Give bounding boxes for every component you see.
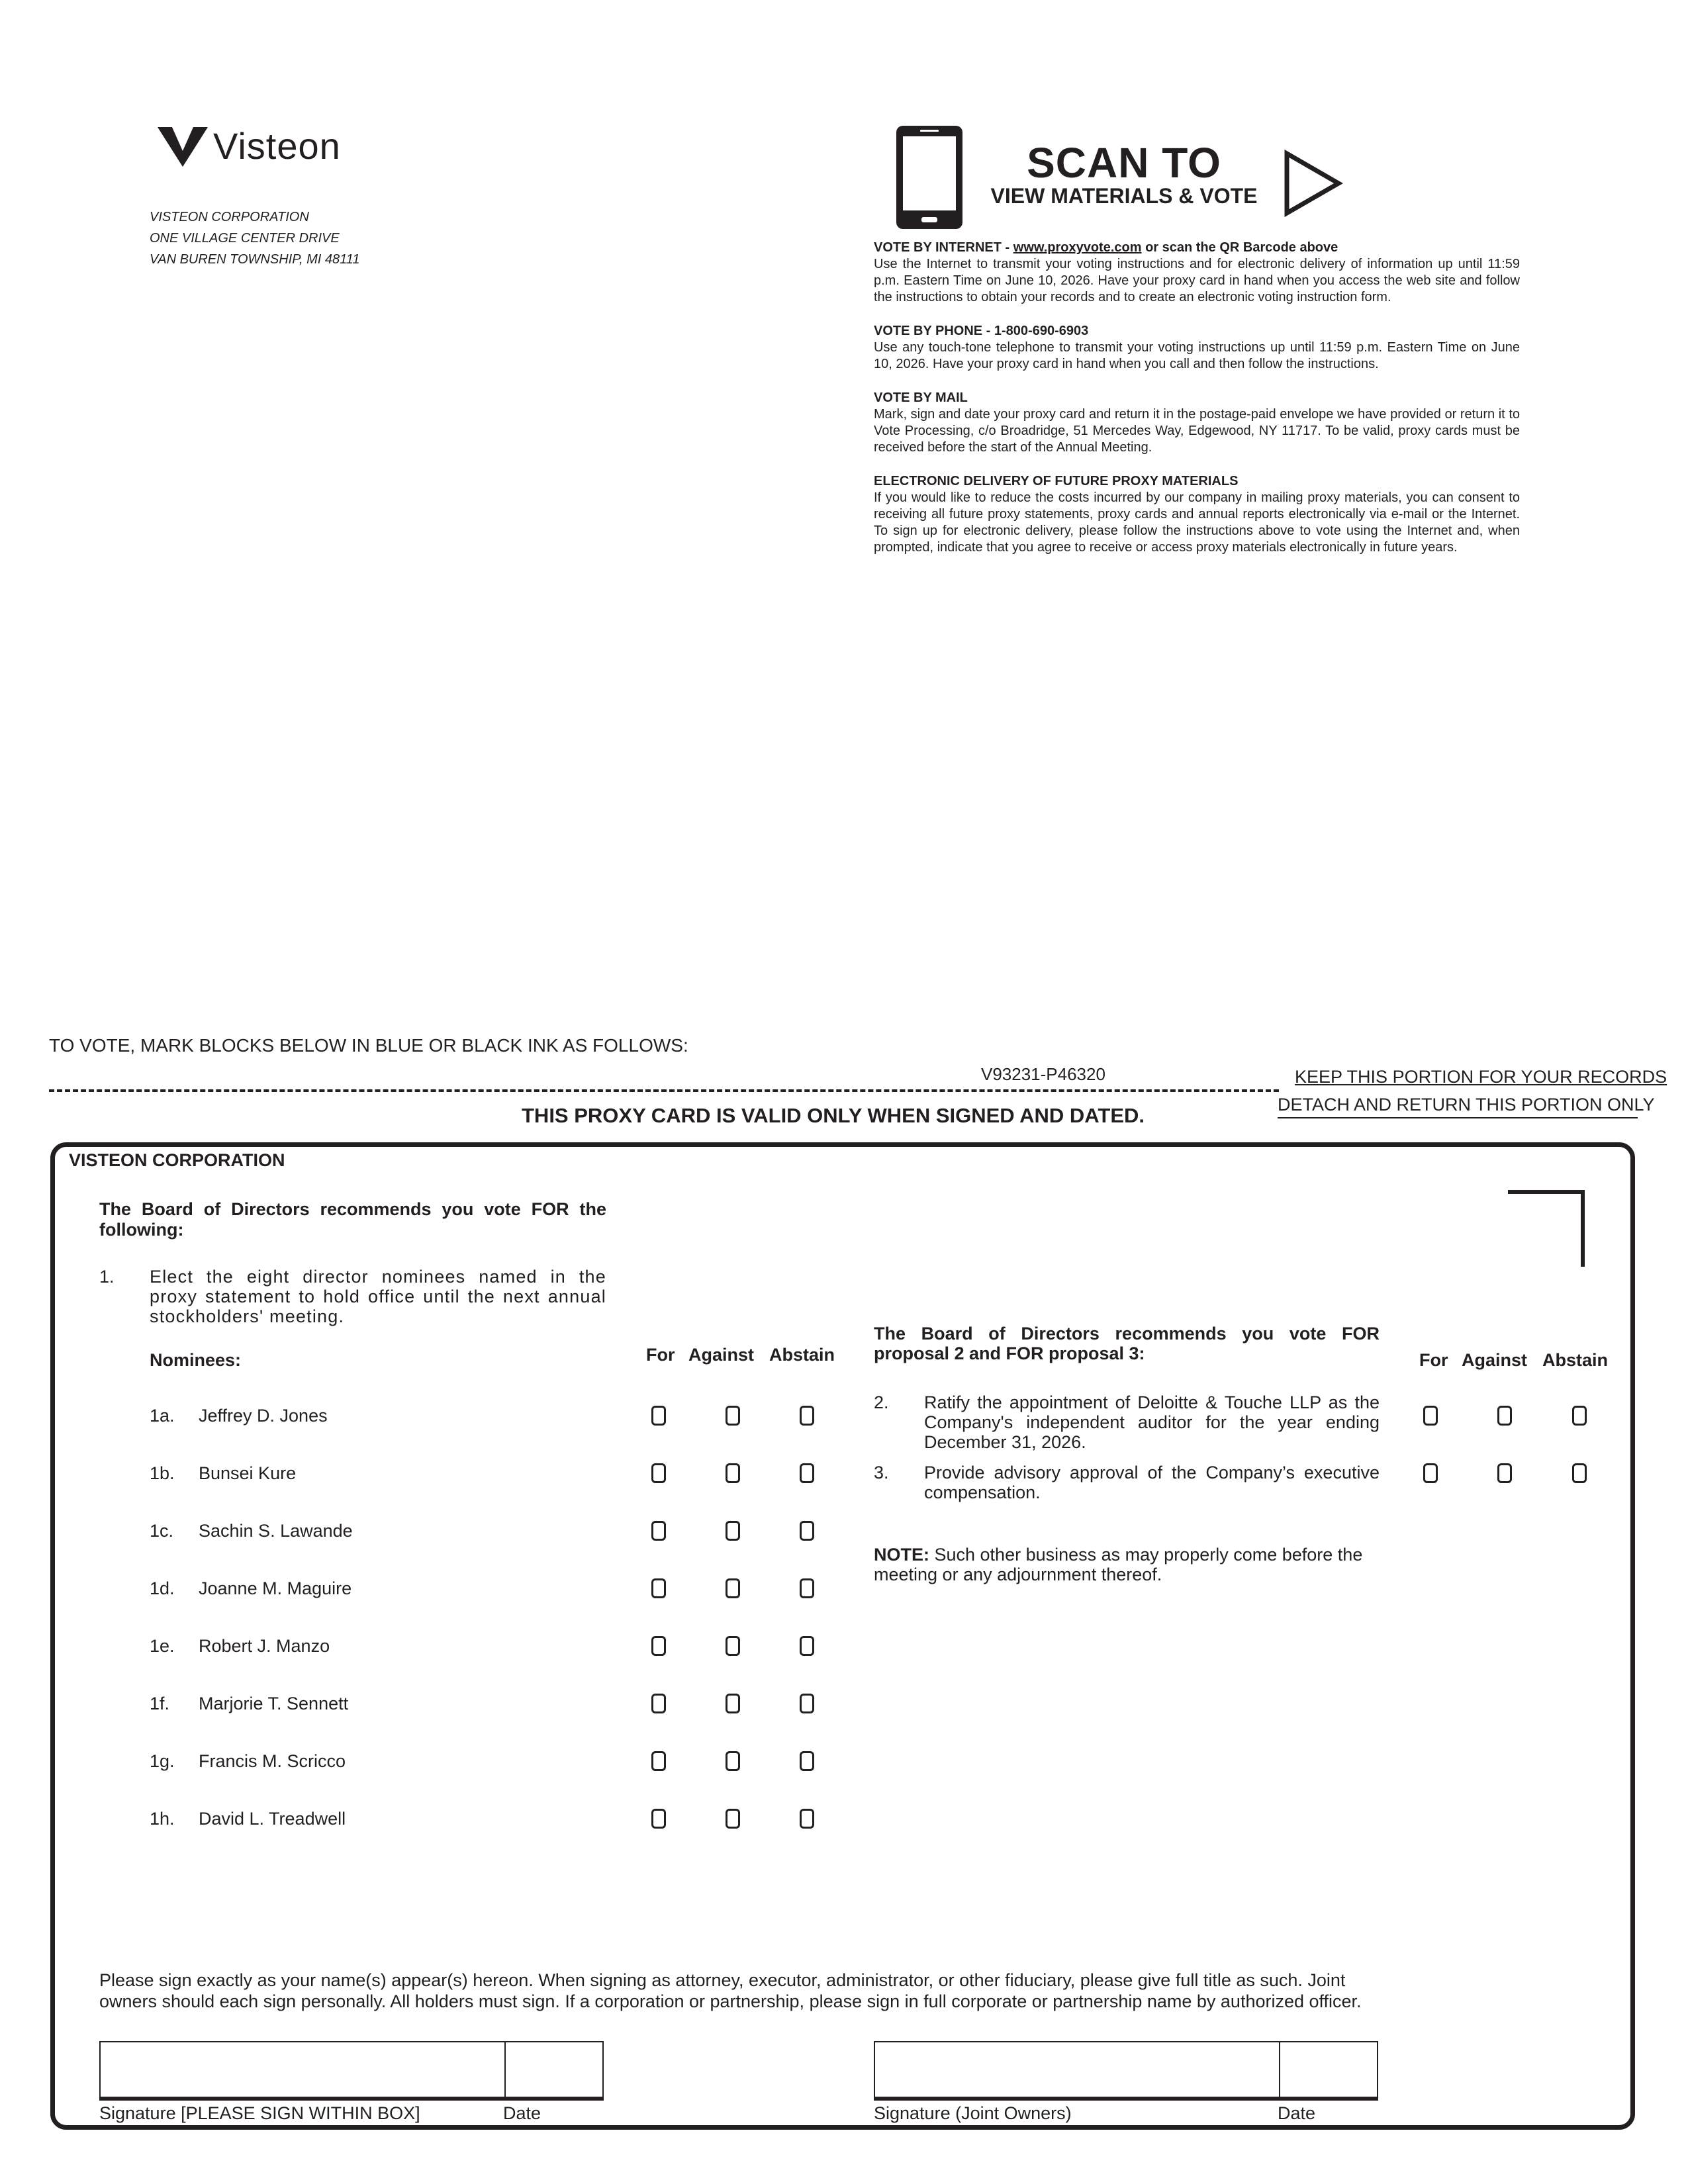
proposal-2 <box>874 1392 1380 1452</box>
nominee-name: Marjorie T. Sennett <box>199 1694 349 1713</box>
internet-body: Use the Internet to transmit your voting instructions and for electronic delivery of information up until 11:59 p.m. Eastern Time on June 10, 2026. Have your proxy card in hand when you access the web site and follow the instructions to obtain your records and to create an electronic voting instruction form. <box>874 257 1520 304</box>
nominee-number: 1a. <box>150 1406 175 1426</box>
proposal-3 <box>874 1463 1380 1502</box>
electronic-section <box>874 473 1520 556</box>
internet-heading-suffix: or scan the QR Barcode above <box>1141 240 1338 255</box>
address-line: VISTEON CORPORATION <box>150 210 309 224</box>
phone-body: Use any touch-tone telephone to transmit your voting instructions up until 11:59 p.m. Eastern Time on June 10, 2026. Have your proxy card in hand when you call and then follow the instructions. <box>874 340 1520 371</box>
nominee-1e-against-checkbox[interactable] <box>726 1636 740 1656</box>
validity-notice: THIS PROXY CARD IS VALID ONLY WHEN SIGNED AND DATED. <box>522 1104 1145 1127</box>
proposal-number: 1. <box>99 1267 115 1287</box>
nominee-name: Robert J. Manzo <box>199 1636 330 1656</box>
proposal-text: Ratify the appointment of Deloitte & Touche LLP as the Company's independent auditor for the year ending December 31, 2026. <box>924 1392 1380 1452</box>
address-line: VAN BUREN TOWNSHIP, MI 48111 <box>150 252 360 267</box>
proposal-3-for-checkbox[interactable] <box>1423 1463 1438 1483</box>
proposal-text: Provide advisory approval of the Company’s executive compensation. <box>924 1463 1380 1502</box>
nominee-name: Jeffrey D. Jones <box>199 1406 328 1426</box>
address-line: ONE VILLAGE CENTER DRIVE <box>150 231 340 246</box>
joint-signature-box[interactable] <box>874 2041 1378 2101</box>
to-vote-instruction: TO VOTE, MARK BLOCKS BELOW IN BLUE OR BLACK INK AS FOLLOWS: <box>49 1035 688 1056</box>
proposal-number: 3. <box>874 1463 889 1482</box>
smartphone-icon <box>895 124 964 230</box>
scan-title: SCAN TO <box>1027 139 1221 187</box>
keep-portion-label: KEEP THIS PORTION FOR YOUR RECORDS <box>1295 1067 1667 1087</box>
scan-subtitle: VIEW MATERIALS & VOTE <box>990 184 1258 208</box>
nominee-1h-abstain-checkbox[interactable] <box>800 1809 814 1829</box>
nominee-number: 1b. <box>150 1463 175 1483</box>
nominee-name: Joanne M. Maguire <box>199 1578 352 1598</box>
proposal-3-abstain-checkbox[interactable] <box>1572 1463 1587 1483</box>
detach-return-label: DETACH AND RETURN THIS PORTION ONLY <box>1278 1095 1655 1115</box>
nominee-1b-abstain-checkbox[interactable] <box>800 1463 814 1483</box>
nominee-1e-for-checkbox[interactable] <box>651 1636 666 1656</box>
voting-instructions <box>874 240 1520 573</box>
column-against: Against <box>688 1345 755 1365</box>
signature-date-divider <box>504 2042 506 2099</box>
electronic-body: If you would like to reduce the costs incurred by our company in mailing proxy materials, you can consent to receiving all future proxy statements, proxy cards and annual reports electronically via e-mail or the Internet. To sign up for electronic delivery, please follow the instructions above to vote using the Internet and, when prompted, indicate that you agree to receive or access proxy materials electronically in future years. <box>874 490 1520 555</box>
nominee-1b-for-checkbox[interactable] <box>651 1463 666 1483</box>
nominees-heading: Nominees: <box>150 1350 242 1370</box>
nominee-name: Bunsei Kure <box>199 1463 297 1483</box>
nominee-1a-abstain-checkbox[interactable] <box>800 1406 814 1426</box>
column-for-right: For <box>1419 1350 1448 1370</box>
nominee-1d-abstain-checkbox[interactable] <box>800 1578 814 1598</box>
board-recommendation-2: The Board of Directors recommends you vote FOR proposal 2 and FOR proposal 3: <box>874 1324 1380 1363</box>
internet-heading-prefix: VOTE BY INTERNET - <box>874 240 1013 255</box>
nominee-1a-against-checkbox[interactable] <box>726 1406 740 1426</box>
electronic-heading: ELECTRONIC DELIVERY OF FUTURE PROXY MATERIALS <box>874 474 1239 488</box>
nominee-1c-abstain-checkbox[interactable] <box>800 1521 814 1541</box>
card-code: V93231-P46320 <box>981 1064 1105 1084</box>
mail-body: Mark, sign and date your proxy card and return it in the postage-paid envelope we have provided or return it to Vote Processing, c/o Broadridge, 51 Mercedes Way, Edgewood, NY 11717. To be valid, proxy cards must be received before the start of the Annual Meeting. <box>874 407 1520 455</box>
card-company-name: VISTEON CORPORATION <box>69 1150 285 1170</box>
nominee-name: Francis M. Scricco <box>199 1751 346 1771</box>
note-text <box>874 1545 1380 1584</box>
nominee-number: 1f. <box>150 1694 170 1713</box>
nominee-name: David L. Treadwell <box>199 1809 346 1829</box>
visteon-logo <box>158 123 356 169</box>
nominee-1d-against-checkbox[interactable] <box>726 1578 740 1598</box>
phone-section <box>874 323 1520 373</box>
signature-underline <box>99 2097 604 2099</box>
joint-signature-label: Signature (Joint Owners) <box>874 2103 1072 2123</box>
signing-instructions: Please sign exactly as your name(s) appear(s) hereon. When signing as attorney, executor, administrator, or other fiduciary, please give full title as such. Joint owners should each sign personally. All holders must sign. If a corporation or partnership, please sign in full corporate or partnership name by authorized officer. <box>99 1970 1362 2011</box>
proposal-2-for-checkbox[interactable] <box>1423 1406 1438 1426</box>
proposal-text: Elect the eight director nominees named in the proxy statement to hold office until the next annual stockholders' meeting. <box>150 1267 606 1326</box>
mail-heading: VOTE BY MAIL <box>874 390 968 405</box>
proposal-2-against-checkbox[interactable] <box>1497 1406 1512 1426</box>
nominee-number: 1g. <box>150 1751 175 1771</box>
nominee-number: 1h. <box>150 1809 175 1829</box>
nominee-1c-against-checkbox[interactable] <box>726 1521 740 1541</box>
board-recommendation-1: The Board of Directors recommends you vote FOR the following: <box>99 1199 606 1240</box>
play-arrow-icon <box>1283 150 1344 217</box>
nominee-1g-abstain-checkbox[interactable] <box>800 1751 814 1771</box>
nominee-1d-for-checkbox[interactable] <box>651 1578 666 1598</box>
nominee-1g-against-checkbox[interactable] <box>726 1751 740 1771</box>
internet-section <box>874 240 1520 306</box>
column-against-right: Against <box>1462 1350 1528 1370</box>
nominee-1h-for-checkbox[interactable] <box>651 1809 666 1829</box>
column-abstain-right: Abstain <box>1542 1350 1609 1370</box>
nominee-1e-abstain-checkbox[interactable] <box>800 1636 814 1656</box>
note-label: NOTE: <box>874 1545 929 1565</box>
nominee-number: 1d. <box>150 1578 175 1598</box>
proposal-2-abstain-checkbox[interactable] <box>1572 1406 1587 1426</box>
scan-to-vote-heading <box>985 139 1263 208</box>
internet-heading <box>874 240 1338 255</box>
detach-rule <box>1278 1117 1638 1118</box>
nominee-number: 1c. <box>150 1521 174 1541</box>
nominee-name: Sachin S. Lawande <box>199 1521 353 1541</box>
corner-mark <box>1508 1190 1585 1267</box>
proposal-1 <box>99 1267 606 1326</box>
nominee-1f-abstain-checkbox[interactable] <box>800 1694 814 1713</box>
note-body: Such other business as may properly come before the meeting or any adjournment thereof. <box>874 1545 1363 1584</box>
nominee-1b-against-checkbox[interactable] <box>726 1463 740 1483</box>
joint-date-label: Date <box>1278 2103 1316 2123</box>
date-label: Date <box>503 2103 541 2123</box>
joint-signature-date-divider <box>1279 2042 1280 2099</box>
proxyvote-link[interactable]: www.proxyvote.com <box>1013 240 1142 255</box>
nominee-1g-for-checkbox[interactable] <box>651 1751 666 1771</box>
column-for: For <box>646 1345 675 1365</box>
nominee-1f-against-checkbox[interactable] <box>726 1694 740 1713</box>
visteon-logo-mark-icon <box>158 127 208 167</box>
column-abstain: Abstain <box>769 1345 835 1365</box>
detach-dashed-line <box>49 1089 1279 1092</box>
nominee-1f-for-checkbox[interactable] <box>651 1694 666 1713</box>
logo-text: Visteon <box>213 125 341 167</box>
phone-heading: VOTE BY PHONE - 1-800-690-6903 <box>874 324 1089 338</box>
mail-section <box>874 390 1520 456</box>
signature-box[interactable] <box>99 2041 604 2101</box>
nominee-1h-against-checkbox[interactable] <box>726 1809 740 1829</box>
nominee-1c-for-checkbox[interactable] <box>651 1521 666 1541</box>
company-address <box>150 206 360 270</box>
signature-label: Signature [PLEASE SIGN WITHIN BOX] <box>99 2103 420 2123</box>
proposal-number: 2. <box>874 1392 889 1412</box>
nominee-1a-for-checkbox[interactable] <box>651 1406 666 1426</box>
proposal-3-against-checkbox[interactable] <box>1497 1463 1512 1483</box>
joint-signature-underline <box>874 2097 1378 2099</box>
nominee-number: 1e. <box>150 1636 175 1656</box>
